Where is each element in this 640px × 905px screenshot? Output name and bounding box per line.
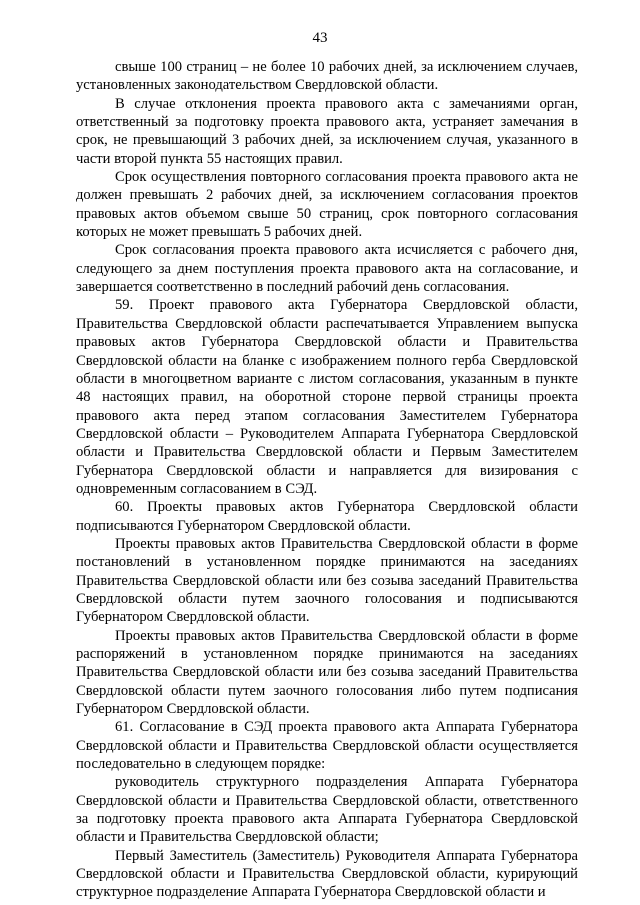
page-number: 43 (312, 30, 328, 46)
paragraph-repeat-approval-deadline: Срок осуществления повторного согласования проекта правового акта не должен превышать 2 рабочих дней, за исключением согласования проектов правовых актов объемом свыше 50 страниц, срок повторного согласования которых не может превышать 5 рабочих дней. (76, 169, 578, 241)
paragraph-first-deputy: Первый Заместитель (Заместитель) Руководителя Аппарата Губернатора Свердловской области и Правительства Свердловской области, курирующий структурное подразделение Аппарата Губернатора Свердловской области и (76, 847, 578, 901)
paragraph-item-60: 60. Проекты правовых актов Губернатора Свердловской области подписываются Губернатором Свердловской области. (76, 499, 578, 534)
paragraph-continuation: свыше 100 страниц – не более 10 рабочих дней, за исключением случаев, установленных законодательством Свердловской области. (76, 59, 578, 94)
paragraph-rejection-deadline: В случае отклонения проекта правового акта с замечаниями орган, ответственный за подготовку проекта правового акта, устраняет замечания в срок, не превышающий 3 рабочих дней, за исключением случая, указанного в части второй пункта 55 настоящих правил. (76, 95, 578, 167)
paragraph-resolutions: Проекты правовых актов Правительства Свердловской области в форме постановлений в установленном порядке принимаются на заседаниях Правительства Свердловской области или без созыва заседаний Правительства Свердловской области путем заочного голосования и подписываются Губернатором Свердловской области. (76, 535, 578, 626)
paragraph-orders: Проекты правовых актов Правительства Свердловской области в форме распоряжений в установленном порядке принимаются на заседаниях Правительства Свердловской области или без созыва заседаний Правительства Свердловской области путем заочного голосования либо путем подписания Губернатором Свердловской области. (76, 627, 578, 718)
document-body (76, 58, 578, 902)
paragraph-item-59: 59. Проект правового акта Губернатора Свердловской области, Правительства Свердловской области распечатывается Управлением выпуска правовых актов Губернатора Свердловской области и Правительства Свердловской области на бланке с изображением полного герба Свердловской области в многоцветном варианте с листом согласования, указанным в пункте 48 настоящих правил, на оборотной стороне первой страницы проекта правового акта перед этапом согласования Заместителем Губернатора Свердловской области – Руководителем Аппарата Губернатора Свердловской области и Правительства Свердловской области и Первым Заместителем Губернатора Свердловской области и направляется для визирования с одновременным согласованием в СЭД. (76, 297, 578, 497)
paragraph-item-61: 61. Согласование в СЭД проекта правового акта Аппарата Губернатора Свердловской области и Правительства Свердловской области осуществляется последовательно в следующем порядке: (76, 719, 578, 773)
paragraph-approval-period: Срок согласования проекта правового акта исчисляется с рабочего дня, следующего за днем поступления проекта правового акта на согласование, и завершается соответственно в последний рабочий день согласования. (76, 242, 578, 296)
paragraph-department-head: руководитель структурного подразделения Аппарата Губернатора Свердловской области и Правительства Свердловской области, ответственного за подготовку проекта правового акта Аппарата Губернатора Свердловской области и Правительства Свердловской области; (76, 774, 578, 846)
